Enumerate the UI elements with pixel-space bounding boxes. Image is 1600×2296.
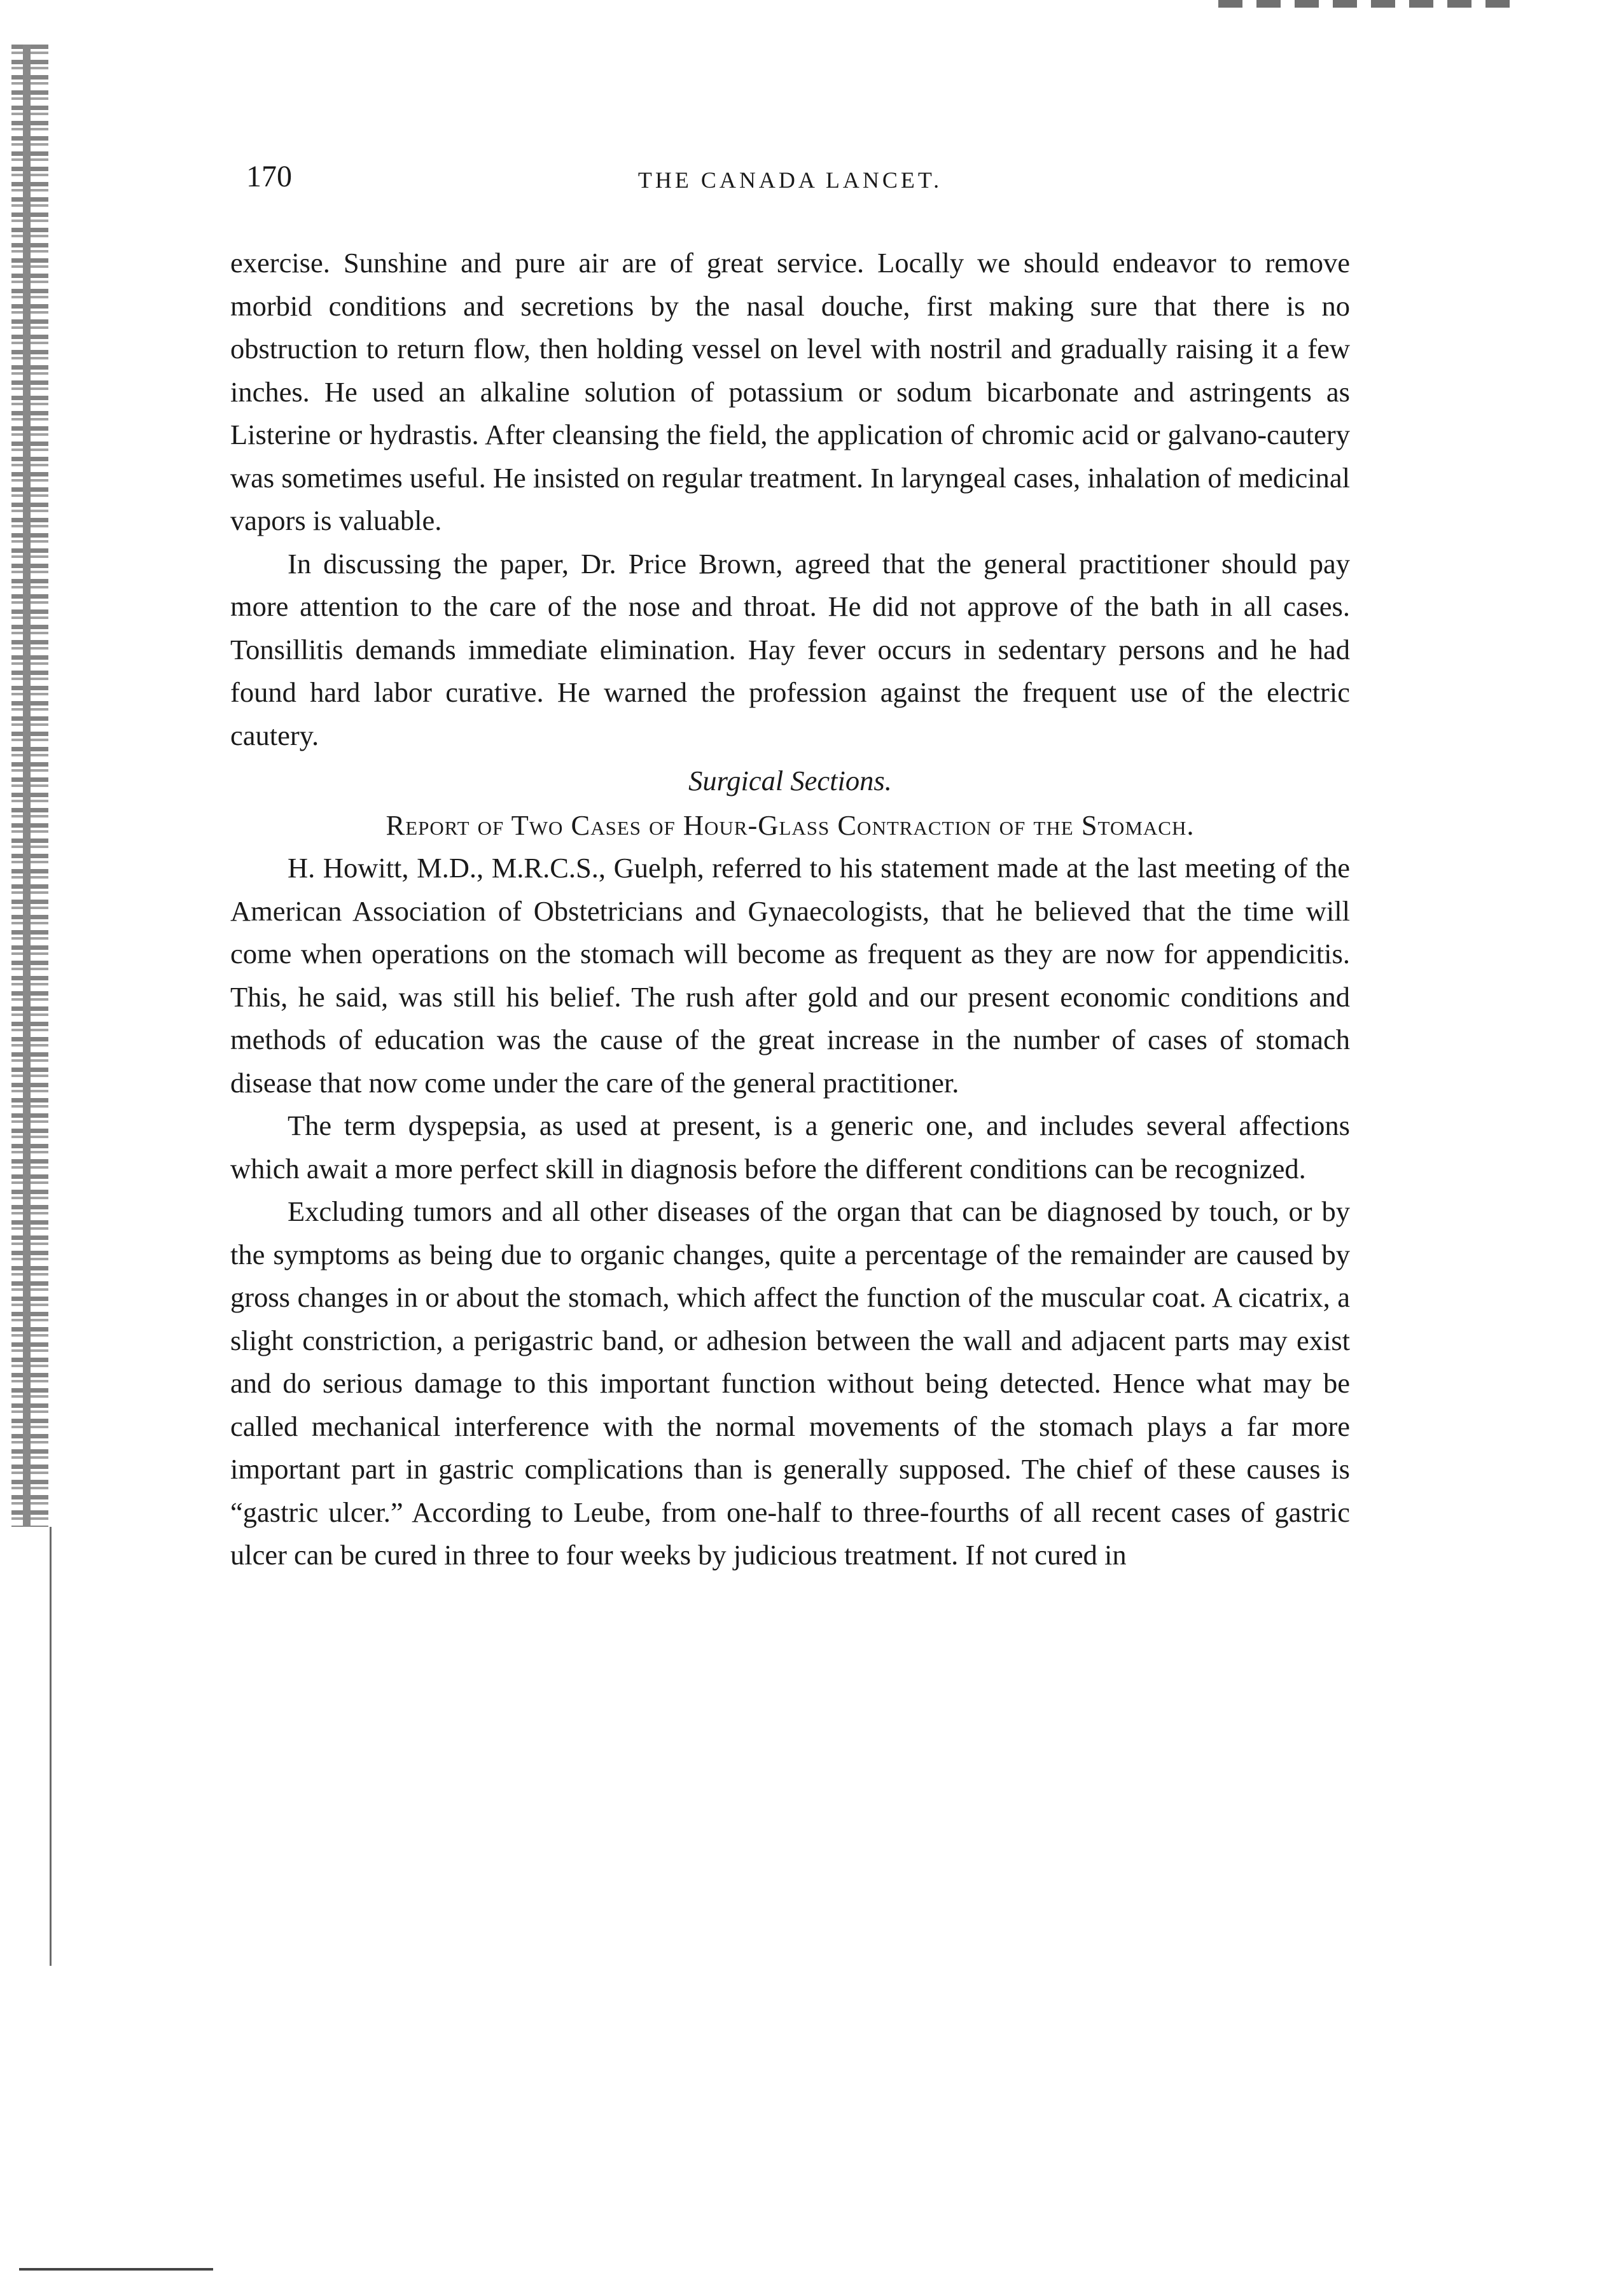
scan-binding-edge [11,45,48,1527]
page [230,159,1350,1577]
body-text [230,242,1350,1577]
journal-title: THE CANADA LANCET. [637,167,943,193]
report-title: Report of Two Cases of Hour-Glass Contraction of the Stomach. [386,809,1195,841]
page-number: 170 [246,160,292,193]
paragraph-continued: exercise. Sunshine and pure air are of great service. Locally we should endeavor to remove morbid conditions and secretions by the nasal douche, first making sure that there is no obstruction to return flow, then holding vessel on level with nostril and gradually raising it a few inches. He used an alkaline solution of potassium or sodum bicarbonate and astringents as Listerine or hydrastis. After cleansing the field, the application of chromic acid or galvano-cautery was sometimes useful. He insisted on regular treatment. In laryngeal cases, inhalation of medicinal vapors is valuable. [230,247,1350,536]
section-heading: Surgical Sections. [688,765,892,797]
scan-edge-line [50,1527,52,1966]
scan-bottom-rule [19,2268,213,2271]
running-head [230,159,1350,209]
paragraph-discussion: In discussing the paper, Dr. Price Brown, agreed that the general practitioner should pay more attention to the care of the nose and throat. He did not approve of the bath in all cases. Tonsillitis demands immediate elimination. Hay fever occurs in sedentary persons and he had found hard labor curative. He warned the profession against the frequent use of the electric cautery. [230,547,1350,751]
paragraph-dyspepsia: The term dyspepsia, as used at present, is a generic one, and includes several affections which await a more perfect skill in diagnosis before the different conditions can be recognized. [230,1110,1350,1185]
paragraph-howitt: H. Howitt, M.D., M.R.C.S., Guelph, referred to his statement made at the last meeting of the American Association of Obstetricians and Gynaecologists, that he believed that the time will come when operations on the stomach will become as frequent as they are now for appendicitis. This, he said, was still his belief. The rush after gold and our present economic conditions and methods of education was the cause of the great increase in the number of cases of stomach disease that now come under the care of the general practitioner. [230,852,1350,1099]
paragraph-excluding-tumors: Excluding tumors and all other diseases of the organ that can be diagnosed by touch, or by the symptoms as being due to organic changes, quite a percentage of the remainder are caused by gross changes in or about the stomach, which affect the function of the muscular coat. A cicatrix, a slight constriction, a perigastric band, or adhesion between the wall and adjacent parts may exist and do serious damage to this important function without being detected. Hence what may be called mechanical interference with the normal movements of the stomach plays a far more important part in gastric complications than is generally supposed. The chief of these causes is “gastric ulcer.” According to Leube, from one-half to three-fourths of all recent cases of gastric ulcer can be cured in three to four weeks by judicious treatment. If not cured in [230,1195,1350,1571]
scan-corner-marks [1218,0,1517,8]
